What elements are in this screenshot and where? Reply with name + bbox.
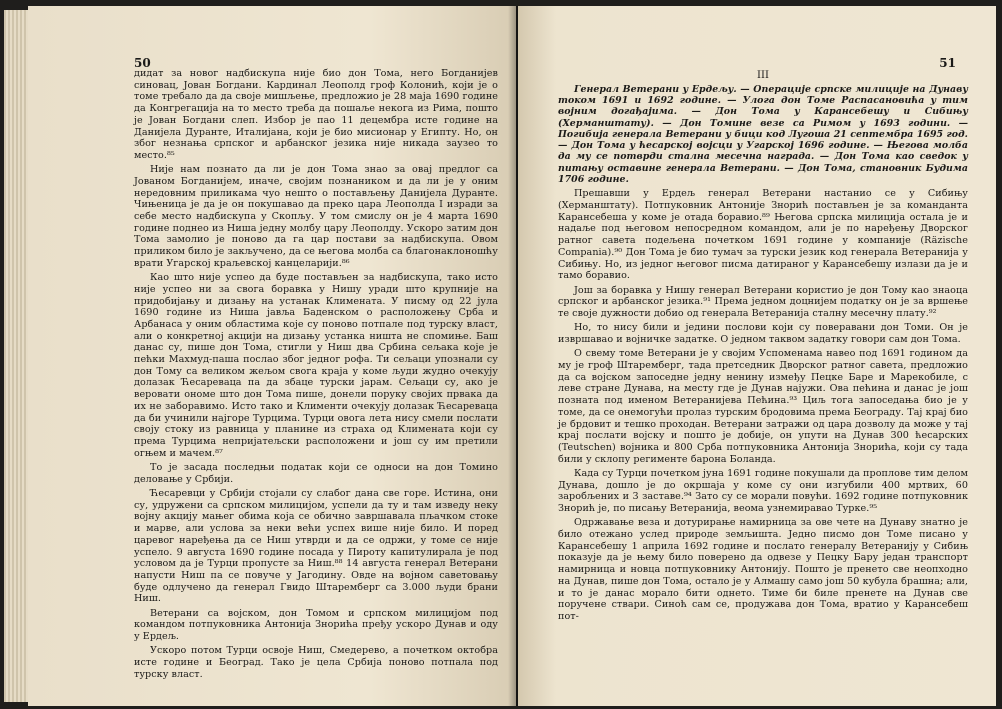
paragraph: То је засада последњи податак који се односи на дон Томино деловање у Србији. bbox=[134, 461, 498, 485]
section-heading: III bbox=[756, 70, 769, 81]
chapter-summary: Генерал Ветерани у Ердељу. — Операције српске милиције на Дунаву током 1691 и 1692 године. — Улога дон Томе Распасановића у тим војним догађајима. — Дон Тома у Карансебешу и Сибињу (Херманштату). — Дон Томине везе са Римом у 1693 години. — Погибија генерала Ветерани у бици код Лугоша 21 септембра 1695 год. — Дон Тома у ћесарској војсци у Угарској 1696 године. — Његова молба да му се потврди стална месечна награда. — Дон Тома као сведок у питању оставине генерала Ветерани. — Дон Тома, становник Будима 1706 године. bbox=[558, 83, 968, 186]
right-page bbox=[518, 6, 996, 706]
paragraph: Као што није успео да буде постављен за надбискупа, тако исто није успео ни за свога боравка у Нишу уради што крупније на придобијању и дизању на устанак Климената. У писму од 22 јула 1690 године из Ниша јавља Баденском о расположењу Срба и Арбанаса у оним областима које су поново потпале под турску власт, али о конкретној акцији на дизању устанка ништа не спомиње. Баш данас су, пише дон Тома, стигли у Ниш два Србина сељака које је пећки Махмуд-паша послао због једног рофа. Ти сељаци упознали су дон Тому са великом жељом свога краја у коме људи жудно очекују долазак Ћесареваца па да збаце турски јарам. Сељаци су, ако је веровати ономе што дон Тома пише, донели поруку својих првака да их не заборавимо. Исто тако и Клименти очекују долазак Ћесареваца да би учинили најгоре Турцима. Турци овога лета нису смели послати своју стоку из равница у планине из страха од Климената који су према Турцима непријатељски расположени и још су им претили огњем и мачем.⁸⁷ bbox=[134, 272, 498, 459]
paragraph: О свему томе Ветерани је у својим Успоменама навео под 1691 годином да му је гроф Штаремберг, тада претседник Дворског ратног савета, предложио да са војском запоседне једну ненину између Пецке Баре и Марекобиле, с леве стране Дунава, на месту где је Дунав најужи. Ова пећина и данас је још позната под именом Ветеранијева Пећина.⁹³ Циљ тога запоседања био је у томе, да се онемогући пролаз турским бродовима према Београду. Тај крај био је брдовит и тешко проходан. Ветерани затражи од цара дозволу да може у тај крај послати војску и пошто је добије, он упути на Дунав 300 ћесарских (Teutschen) војника и 800 Срба потпуковника Антонија Знорића, који су тада били у склопу регименте барона Боланда. bbox=[558, 348, 968, 465]
paragraph: дидат за новог надбискупа није био дон Тома, него Богданијев синовац, Јован Богдани. Кардинал Леополд гроф Колонић, који је о томе требало да да своје мишљење, предложио је 28 маја 1690 године да Конгрегација на то место треба да пошаље некога из Рима, пошто је Јован Богдани слеп. Избор је пао 11 децембра исте године на Данијела Дуранте, Италијана, који је био мисионар у Египту. Но, он због незнања српског и арбанског језика није никада заузео то место.⁸⁵ bbox=[134, 68, 498, 161]
left-page-body bbox=[134, 68, 498, 680]
paragraph: Ветерани са војском, дон Томом и српском милицијом под командом потпуковника Антонија Знорића пређу ускоро Дунав и оду у Ердељ. bbox=[134, 607, 498, 643]
paragraph: Одржавање веза и дотурирање намирница за ове чете на Дунаву знатно је било отежано услед природе земљишта. Једно писмо дон Томе писано у Карансебешу 1 априла 1692 године и послато генералу Ветеранију у Сибињ показује да је њему било поверено да одвезе у Пецку Бару један транспорт намирница и новца потпуковнику Антонију. Пошто је пренето све неопходно на Дунав, пише дон Тома, остало је у Алмашу само још 50 кубула брашна; али, и то је данас морало бити однето. Тиме би биле пренете на Дунав све поручене ствари. Синоћ сам се, продужава дон Тома, вратио у Карансебеш пот- bbox=[558, 517, 968, 622]
paragraph: Ускоро потом Турци освоје Ниш, Смедерево, а почетком октобра исте године и Београд. Тако је цела Србија поново потпала под турску власт. bbox=[134, 645, 498, 680]
paragraph: Но, то нису били и једини послови који су поверавани дон Томи. Он је извршавао и војничке задатке. О једном таквом задатку говори сам дон Тома. bbox=[558, 322, 968, 345]
right-page-body bbox=[558, 70, 968, 623]
paragraph: Није нам познато да ли је дон Тома знао за овај предлог са Јованом Богданијем, иначе, својим познаником и да ли је у оним нередовним приликама чуо нешто о постављењу Данијела Дуранте. Чињеница је да је он покушавао да преко цара Леополда I изради за себе место надбискупа у Скопљу. У том смислу он је 4 марта 1690 године поднео из Ниша једну молбу цару Леополду. Ускоро затим дон Тома замолио је поново да га цар постави за надбискупа. Овом приликом било је закључено, да се његова молба са благонаклоношћу врати Угарској краљевској канцеларији.⁸⁶ bbox=[134, 164, 498, 269]
paragraph: Ћесаревци у Србији стојали су слабог дана све горе. Истина, они су, удружени са српском милицијом, успели да ту и там изведу неку војну акцију мањег обима која се обично завршавала пљачком стоке и марве, али услова за неки већи успех више није било. И поред царевог наређења да се Ниш утврди и да се одржи, у томе се није успело. 9 августа 1690 године посада у Пироту капитулирала је под условом да је Турци пропусте за Ниш.⁸⁸ 14 августа генерал Ветерани напусти Ниш па се повуче у Јагодину. Овде на војном саветовању буде одлучено да генерал Гвидо Штаремберг са 3.000 људи брани Ниш. bbox=[134, 487, 498, 605]
right-page-number: 51 bbox=[939, 56, 956, 70]
left-page bbox=[28, 6, 516, 706]
paragraph: Још за боравка у Нишу генерал Ветерани користио је дон Тому као знаоца српског и арбанског језика.⁹¹ Према једном доцнијем податку он је за вршење те своје дужности добио од генерала Ветеранија сталну месечну плату.⁹² bbox=[558, 284, 968, 319]
left-page-number: 50 bbox=[134, 56, 151, 70]
paragraph: Када су Турци почетком јуна 1691 године покушали да проплове тим делом Дунава, дошло је до окршаја у коме су они изгубили 400 мртвих, 60 заробљених и 3 заставе.⁹⁴ Зато су се морали повући. 1692 године потпуковник Знорић је, по писању Ветеранија, веома узнемиравао Турке.⁹⁵ bbox=[558, 467, 968, 515]
paragraph: Прешавши у Ердељ генерал Ветерани настанио се у Сибињу (Херманштату). Потпуковник Антоније Знорић постављен је за команданта Карансебеша у коме је отада боравио.⁸⁹ Његова српска милиција остала је и надаље под његовом непосредном командом, али је по наређењу Дворског ратног савета подељена почетком 1691 године у компаније (Räzische Compania).⁹⁰ Дон Тома је био тумач за турски језик код генерала Ветеранија у Сибињу. Но, из једног његовог писма датираног у Карансебешу излази да је и тамо боравио. bbox=[558, 188, 968, 282]
